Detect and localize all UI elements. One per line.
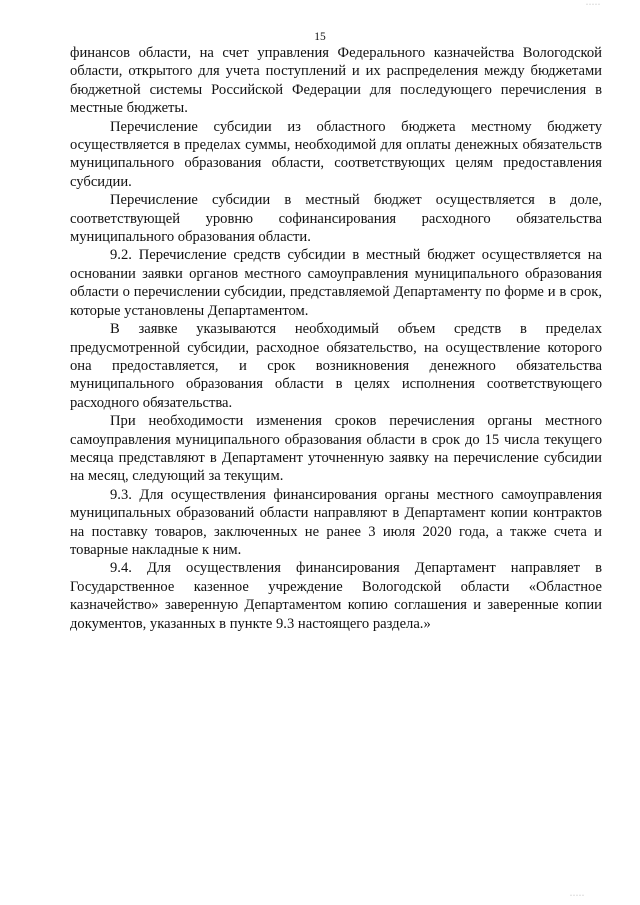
page-number: 15 (314, 31, 326, 43)
paragraph-9-2: 9.2. Перечисление средств субсидии в местный бюджет осуществляется на основании заявки органов местного самоуправления муниципального образования области о перечислении субсидии, представляемой Департаменту по форме и в срок, которые установлены Департаментом. (70, 247, 602, 319)
paragraph-subsidy-share: Перечисление субсидии в местный бюджет осуществляется в доле, соответствующей уровню софинансирования расходного обязательства муниципального образования области. (70, 192, 602, 246)
paragraph-9-3: 9.3. Для осуществления финансирования органы местного самоуправления муниципальных образований области направляют в Департамент копии контрактов на поставку товаров, заключенных не ранее 3 июля 2020 года, а также счета и товарные накладные к ним. (70, 486, 602, 558)
paragraph-application-contents: В заявке указываются необходимый объем средств в пределах предусмотренной субсидии, расходное обязательство, на осуществление которого она предоставляется, и срок возникновения денежного обязательства муниципального образования области в целях исполнения соответствующего расходного обязательства. (70, 321, 602, 411)
scan-mark-bottom: ····· (570, 893, 585, 899)
paragraph-subsidy-transfer-limit: Перечисление субсидии из областного бюджета местному бюджету осуществляется в пределах суммы, необходимой для оплаты денежных обязательств муниципального образования области, соответствующих целям предоставления субсидии. (70, 118, 602, 190)
document-body (70, 44, 602, 633)
paragraph-schedule-change: При необходимости изменения сроков перечисления органы местного самоуправления муниципального образования области в срок до 15 числа текущего месяца представляют в Департамент уточненную заявку на перечисление субсидии на месяц, следующий за текущим. (70, 413, 602, 485)
paragraph-9-4: 9.4. Для осуществления финансирования Департамент направляет в Государственное казенное учреждение Вологодской области «Областное казначейство» заверенную Департаментом копию соглашения и заверенные копии документов, указанных в пункте 9.3 настоящего раздела.» (70, 560, 602, 632)
scan-mark-top: ····· (586, 2, 601, 8)
paragraph-continuation: финансов области, на счет управления Федерального казначейства Вологодской области, открытого для учета поступлений и их распределения между бюджетами бюджетной системы Российской Федерации для последующего перечисления в местные бюджеты. (70, 45, 602, 117)
